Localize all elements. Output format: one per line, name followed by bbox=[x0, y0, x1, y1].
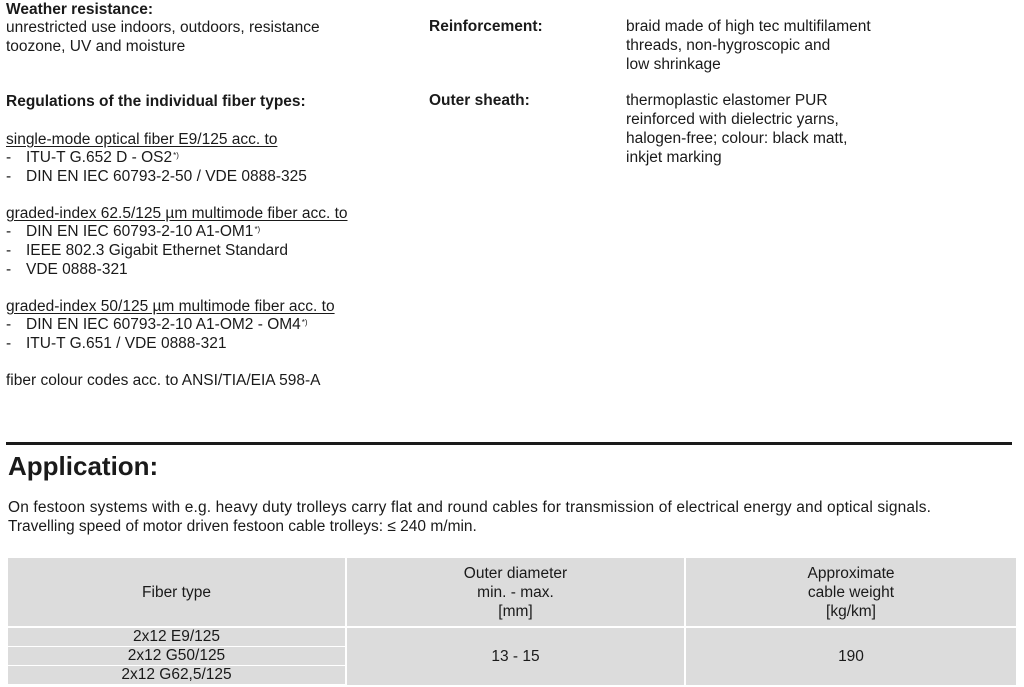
graded-62-title: graded-index 62.5/125 µm multimode fiber acc. to bbox=[6, 205, 348, 222]
outer-diameter-value: 13 - 15 bbox=[346, 627, 685, 686]
header-cable-weight: Approximate cable weight [kg/km] bbox=[685, 557, 1017, 627]
fiber-type-e9: 2x12 E9/125 bbox=[8, 628, 345, 647]
single-mode-title: single-mode optical fiber E9/125 acc. to bbox=[6, 131, 278, 148]
weather-resistance-heading: Weather resistance: bbox=[6, 1, 154, 18]
single-mode-item-2: - DIN EN IEC 60793-2-50 / VDE 0888-325 bbox=[6, 168, 307, 185]
cable-weight-value: 190 bbox=[685, 627, 1017, 686]
reinforcement-line1: braid made of high tec multifilament bbox=[626, 18, 871, 35]
application-line2: Travelling speed of motor driven festoon cable trolleys: ≤ 240 m/min. bbox=[8, 518, 477, 535]
graded-62-item-2: - IEEE 802.3 Gigabit Ethernet Standard bbox=[6, 242, 288, 259]
weather-resistance-line1: unrestricted use indoors, outdoors, resistance bbox=[6, 19, 320, 36]
graded-50-title: graded-index 50/125 µm multimode fiber acc. to bbox=[6, 298, 335, 315]
application-title: Application: bbox=[8, 451, 159, 481]
outer-sheath-line4: inkjet marking bbox=[626, 149, 722, 166]
graded-50-item-1: - DIN EN IEC 60793-2-10 A1-OM2 - OM4*) bbox=[6, 316, 308, 333]
colour-codes-note: fiber colour codes acc. to ANSI/TIA/EIA 598-A bbox=[6, 372, 321, 389]
graded-62-item-1: - DIN EN IEC 60793-2-10 A1-OM1*) bbox=[6, 223, 261, 240]
spec-table-header-row bbox=[7, 557, 1017, 627]
outer-sheath-line2: reinforced with dielectric yarns, bbox=[626, 111, 839, 128]
graded-50-item-2: - ITU-T G.651 / VDE 0888-321 bbox=[6, 335, 227, 352]
header-outer-diameter: Outer diameter min. - max. [mm] bbox=[346, 557, 685, 627]
section-divider bbox=[6, 442, 1012, 445]
outer-sheath-line1: thermoplastic elastomer PUR bbox=[626, 92, 828, 109]
reinforcement-line2: threads, non-hygroscopic and bbox=[626, 37, 831, 54]
outer-sheath-label: Outer sheath: bbox=[429, 92, 530, 109]
weather-resistance-line2: toozone, UV and moisture bbox=[6, 38, 186, 55]
outer-sheath-line3: halogen-free; colour: black matt, bbox=[626, 130, 848, 147]
single-mode-item-1: - ITU-T G.652 D - OS2*) bbox=[6, 149, 179, 166]
fiber-type-g50: 2x12 G50/125 bbox=[8, 647, 345, 666]
header-fiber-type: Fiber type bbox=[7, 557, 346, 627]
spec-table bbox=[6, 556, 1018, 687]
application-line1: On festoon systems with e.g. heavy duty trolleys carry flat and round cables for transmission of electrical energy and optical signals. bbox=[8, 499, 932, 516]
fiber-type-g62: 2x12 G62,5/125 bbox=[8, 666, 345, 685]
fiber-type-cell bbox=[7, 627, 346, 686]
graded-62-item-3: - VDE 0888-321 bbox=[6, 261, 128, 278]
table-row bbox=[7, 627, 1017, 686]
reinforcement-label: Reinforcement: bbox=[429, 18, 543, 35]
reinforcement-line3: low shrinkage bbox=[626, 56, 721, 73]
regulations-heading: Regulations of the individual fiber types: bbox=[6, 93, 306, 110]
